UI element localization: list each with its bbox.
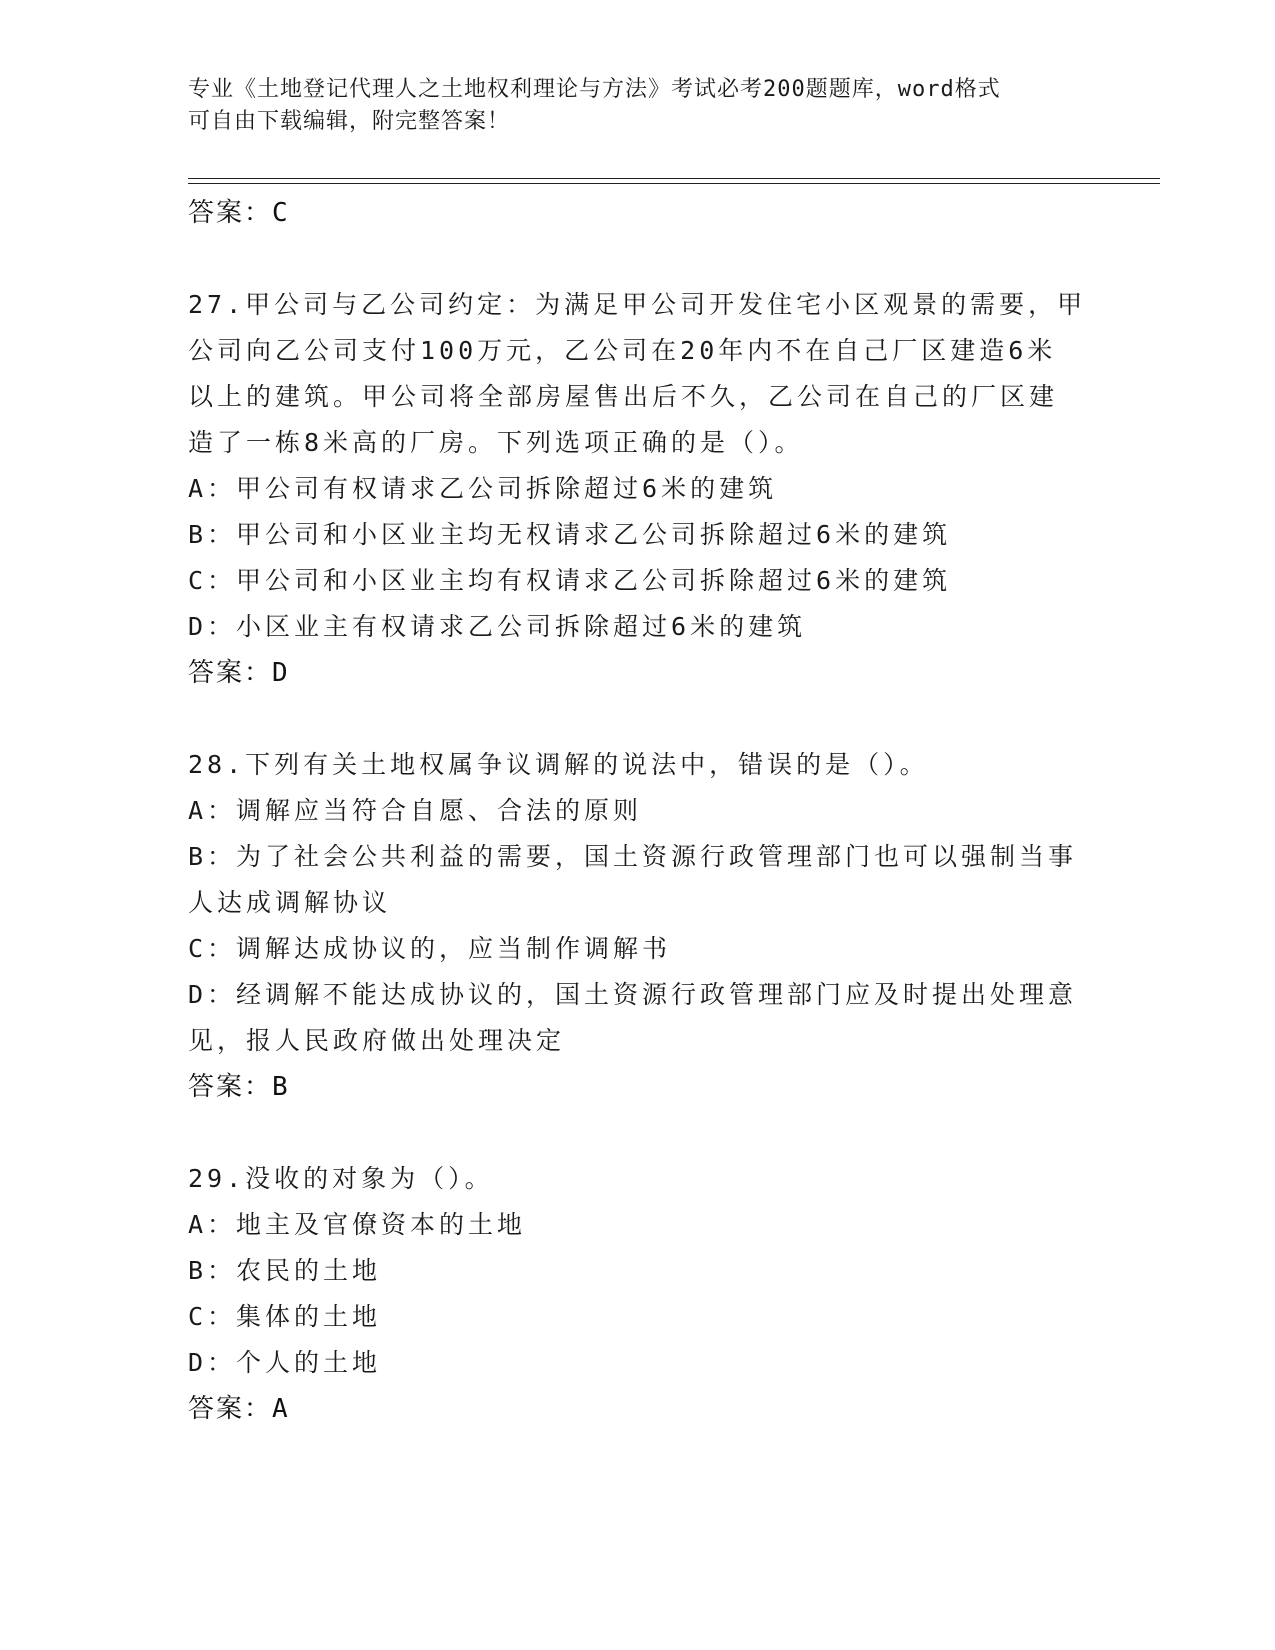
question-block-28	[188, 742, 1088, 1110]
spacer	[188, 1110, 1088, 1156]
header-divider-top	[188, 178, 1160, 179]
option-a: A：调解应当符合自愿、合法的原则	[188, 796, 643, 825]
question-block-27	[188, 282, 1088, 696]
question-text-line: 公司向乙公司支付100万元，乙公司在20年内不在自己厂区建造6米	[188, 336, 1057, 365]
option-d: D：经调解不能达成协议的，国土资源行政管理部门应及时提出处理意	[188, 980, 1078, 1009]
question-text-line: 造了一栋8米高的厂房。下列选项正确的是（）。	[188, 428, 804, 457]
answer-line	[188, 650, 1088, 696]
answer-label: 答案：	[188, 1072, 273, 1102]
answer-value: D	[272, 658, 290, 688]
option-c: C：集体的土地	[188, 1302, 382, 1331]
option-b: B：农民的土地	[188, 1256, 382, 1285]
option-b: B：甲公司和小区业主均无权请求乙公司拆除超过6米的建筑	[188, 520, 952, 549]
question-text-line: 28.下列有关土地权属争议调解的说法中，错误的是（）。	[188, 750, 929, 779]
answer-line	[188, 190, 1088, 236]
option-b: B：为了社会公共利益的需要，国土资源行政管理部门也可以强制当事	[188, 842, 1078, 871]
option-d-continued: 见，报人民政府做出处理决定	[188, 1026, 566, 1055]
option-d: D：小区业主有权请求乙公司拆除超过6米的建筑	[188, 612, 807, 641]
spacer	[188, 236, 1088, 282]
option-b-continued: 人达成调解协议	[188, 888, 392, 917]
question-text-line: 29.没收的对象为（）。	[188, 1164, 494, 1193]
option-c: C：甲公司和小区业主均有权请求乙公司拆除超过6米的建筑	[188, 566, 952, 595]
document-body	[188, 190, 1088, 1432]
answer-line	[188, 1386, 1088, 1432]
answer-label: 答案：	[188, 198, 273, 228]
question-text-line: 27.甲公司与乙公司约定：为满足甲公司开发住宅小区观景的需要，甲	[188, 290, 1087, 319]
spacer	[188, 696, 1088, 742]
option-d: D：个人的土地	[188, 1348, 382, 1377]
header-line-2: 可自由下载编辑，附完整答案！	[188, 109, 511, 134]
question-text-line: 以上的建筑。甲公司将全部房屋售出后不久，乙公司在自己的厂区建	[188, 382, 1059, 411]
header-line-1: 专业《土地登记代理人之土地权利理论与方法》考试必考200题题库，word格式	[188, 77, 1001, 102]
answer-value: C	[272, 198, 290, 228]
option-a: A：甲公司有权请求乙公司拆除超过6米的建筑	[188, 474, 778, 503]
answer-value: A	[272, 1394, 290, 1424]
option-c: C：调解达成协议的，应当制作调解书	[188, 934, 672, 963]
header-divider-bottom	[188, 183, 1160, 184]
document-header	[188, 74, 1088, 138]
answer-value: B	[272, 1072, 290, 1102]
question-block-29	[188, 1156, 1088, 1432]
answer-label: 答案：	[188, 1394, 273, 1424]
option-a: A：地主及官僚资本的土地	[188, 1210, 527, 1239]
answer-line	[188, 1064, 1088, 1110]
answer-label: 答案：	[188, 658, 273, 688]
